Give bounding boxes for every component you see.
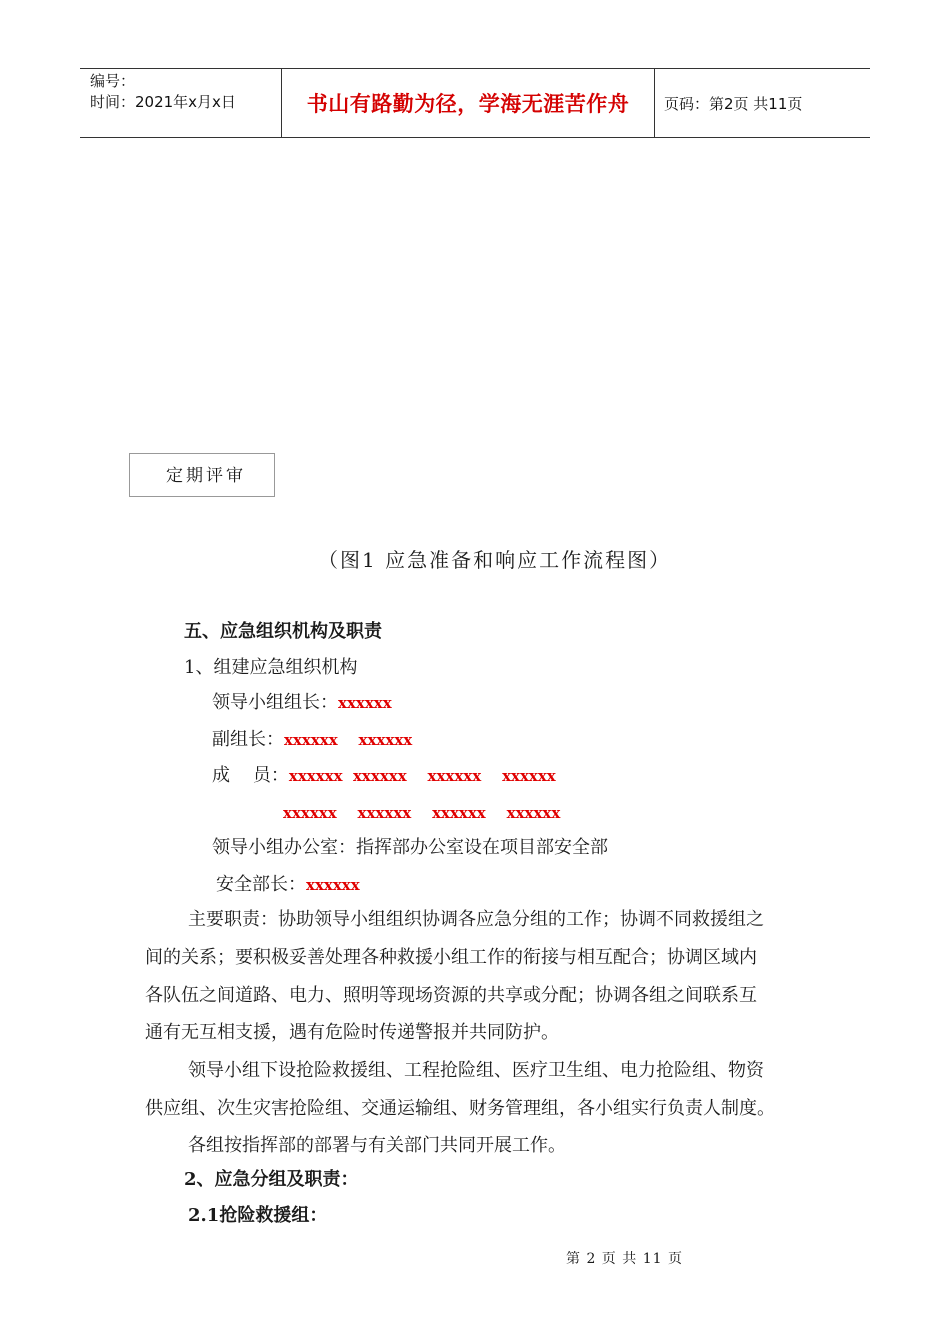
groups-line-2: 供应组、次生灾害抢险组、交通运输组、财务管理组，各小组实行负责人制度。 [145,1098,775,1119]
subsection-2-1-title: 2.1抢险救援组： [188,1205,328,1226]
subsection-2-title: 2、应急分组及职责： [184,1169,359,1190]
duties-line-1: 主要职责：协助领导小组组织协调各应急分组的工作；协调不同救援组之 [188,909,764,930]
leader-line [212,693,392,713]
page-footer: 第 2 页 共 11 页 [566,1251,683,1267]
office-line: 领导小组办公室：指挥部办公室设在项目部安全部 [212,837,608,858]
header-table [80,68,870,138]
members-row-2: xxxxxx xxxxxx xxxxxx xxxxxx [283,804,561,822]
deputy-label: 副组长： [212,729,284,750]
figure-caption: （图1 应急准备和响应工作流程图） [318,548,672,572]
duties-line-3: 各队伍之间道路、电力、照明等现场资源的共享或分配；协调各组之间联系互 [145,985,757,1006]
header-divider [281,69,282,137]
time-label: 时间：2021年x月x日 [90,93,236,111]
duties-line-4: 通有无互相支援，遇有危险时传递警报并共同防护。 [145,1022,559,1043]
safety-label: 安全部长： [216,874,306,895]
serial-label: 编号： [90,72,136,90]
duties-line-2: 间的关系；要积极妥善处理各种救援小组工作的衔接与相互配合；协调区域内 [145,947,757,968]
members-label: 成 员： [212,765,289,786]
header-page-label: 页码：第2页 共11页 [664,95,803,113]
leader-label: 领导小组组长： [212,692,338,713]
members-row-1: xxxxxx xxxxxx xxxxxx xxxxxx [288,767,556,785]
members-line [212,766,556,786]
section-heading: 五、应急组织机构及职责 [184,621,382,642]
safety-line [216,875,360,895]
header-divider [654,69,655,137]
deputy-line [212,730,412,750]
safety-name: xxxxxx [306,876,360,894]
leader-name: xxxxxx [338,694,392,712]
header-meta [90,71,236,113]
groups-line-1: 领导小组下设抢险救援组、工程抢险组、医疗卫生组、电力抢险组、物资 [188,1060,764,1081]
subsection-1-title: 1、组建应急组织机构 [184,657,358,678]
header-motto: 书山有路勤为径，学海无涯苦作舟 [306,92,630,116]
cooperation-line: 各组按指挥部的部署与有关部门共同开展工作。 [188,1135,566,1156]
deputy-names: xxxxxx xxxxxx [284,731,413,749]
flowchart-review-box: 定期评审 [129,453,275,497]
